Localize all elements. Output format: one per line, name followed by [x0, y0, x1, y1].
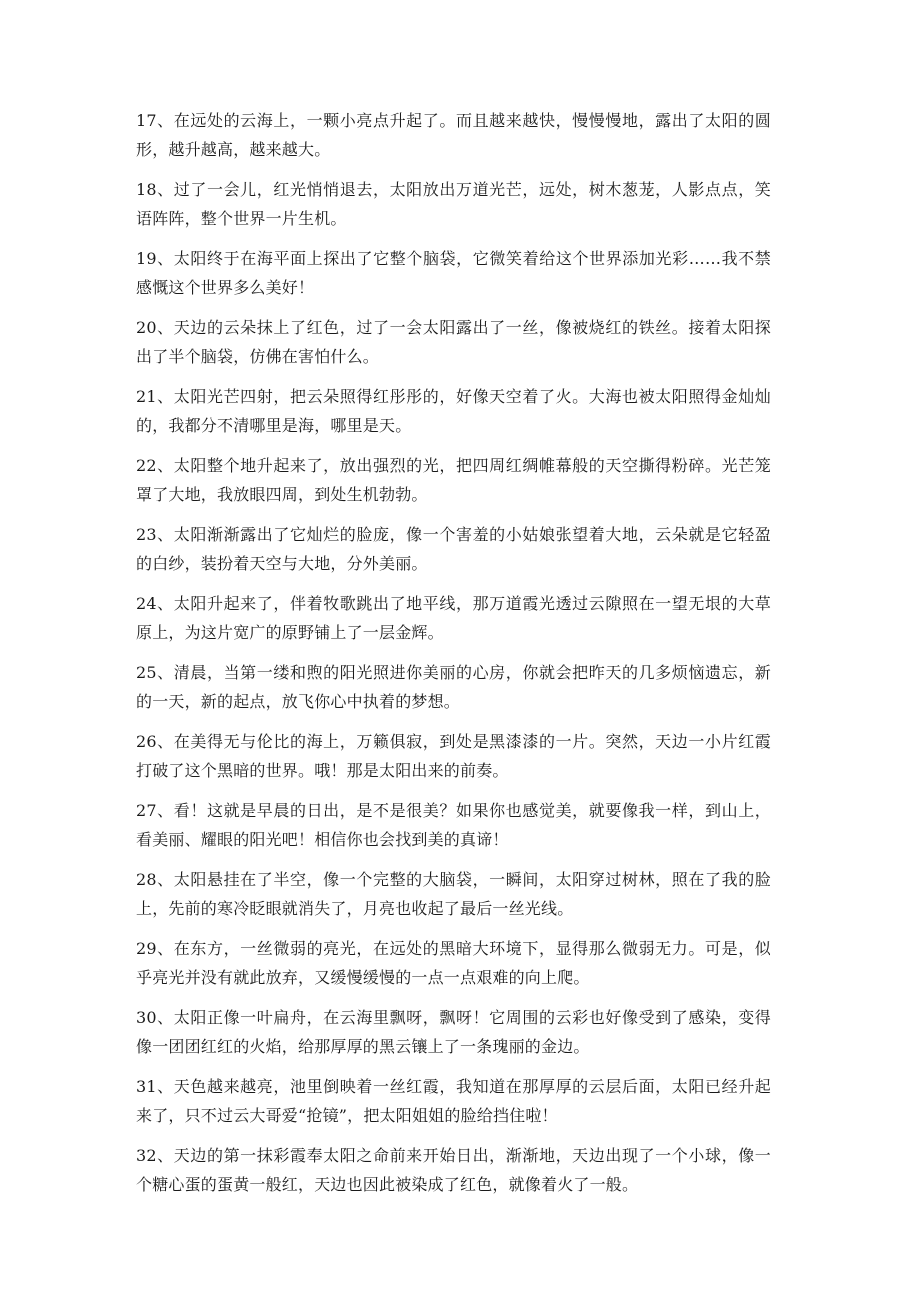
paragraph-21: 21、太阳光芒四射，把云朵照得红彤彤的，好像天空着了火。大海也被太阳照得金灿灿的，我都分不清哪里是海，哪里是天。 — [136, 387, 771, 435]
paragraph-26: 26、在美得无与伦比的海上，万籁俱寂，到处是黑漆漆的一片。突然，天边一小片红霞打破了这个黑暗的世界。哦！那是太阳出来的前奏。 — [136, 732, 771, 780]
paragraph-30: 30、太阳正像一叶扁舟，在云海里飘呀，飘呀！它周围的云彩也好像受到了感染，变得像一团团红红的火焰，给那厚厚的黑云镶上了一条瑰丽的金边。 — [136, 1008, 771, 1056]
document-page — [136, 106, 771, 1210]
paragraph-24: 24、太阳升起来了，伴着牧歌跳出了地平线，那万道霞光透过云隙照在一望无垠的大草原上，为这片宽广的原野铺上了一层金辉。 — [136, 594, 771, 642]
paragraph-31: 31、天色越来越亮，池里倒映着一丝红霞，我知道在那厚厚的云层后面，太阳已经升起来了，只不过云大哥爱“抢镜”，把太阳姐姐的脸给挡住啦！ — [136, 1077, 771, 1125]
paragraph-28: 28、太阳悬挂在了半空，像一个完整的大脑袋，一瞬间，太阳穿过树林，照在了我的脸上，先前的寒冷眨眼就消失了，月亮也收起了最后一丝光线。 — [136, 870, 771, 918]
paragraph-17: 17、在远处的云海上，一颗小亮点升起了。而且越来越快，慢慢慢地，露出了太阳的圆形，越升越高，越来越大。 — [136, 111, 771, 159]
paragraph-29: 29、在东方，一丝微弱的亮光，在远处的黑暗大环境下，显得那么微弱无力。可是，似乎亮光并没有就此放弃，又缓慢缓慢的一点一点艰难的向上爬。 — [136, 939, 771, 987]
paragraph-19: 19、太阳终于在海平面上探出了它整个脑袋，它微笑着给这个世界添加光彩……我不禁感慨这个世界多么美好！ — [136, 249, 771, 297]
paragraph-23: 23、太阳渐渐露出了它灿烂的脸庞，像一个害羞的小姑娘张望着大地，云朵就是它轻盈的白纱，装扮着天空与大地，分外美丽。 — [136, 525, 771, 573]
paragraph-22: 22、太阳整个地升起来了，放出强烈的光，把四周红绸帷幕般的天空撕得粉碎。光芒笼罩了大地，我放眼四周，到处生机勃勃。 — [136, 456, 771, 504]
paragraph-25: 25、清晨，当第一缕和煦的阳光照进你美丽的心房，你就会把昨天的几多烦恼遗忘，新的一天，新的起点，放飞你心中执着的梦想。 — [136, 663, 771, 711]
paragraph-20: 20、天边的云朵抹上了红色，过了一会太阳露出了一丝，像被烧红的铁丝。接着太阳探出了半个脑袋，仿佛在害怕什么。 — [136, 318, 771, 366]
paragraph-27: 27、看！这就是早晨的日出，是不是很美？如果你也感觉美，就要像我一样，到山上，看美丽、耀眼的阳光吧！相信你也会找到美的真谛！ — [136, 801, 771, 849]
paragraph-18: 18、过了一会儿，红光悄悄退去，太阳放出万道光芒，远处，树木葱茏，人影点点，笑语阵阵，整个世界一片生机。 — [136, 180, 771, 228]
paragraph-32: 32、天边的第一抹彩霞奉太阳之命前来开始日出，渐渐地，天边出现了一个小球，像一个糖心蛋的蛋黄一般红，天边也因此被染成了红色，就像着火了一般。 — [136, 1146, 771, 1194]
